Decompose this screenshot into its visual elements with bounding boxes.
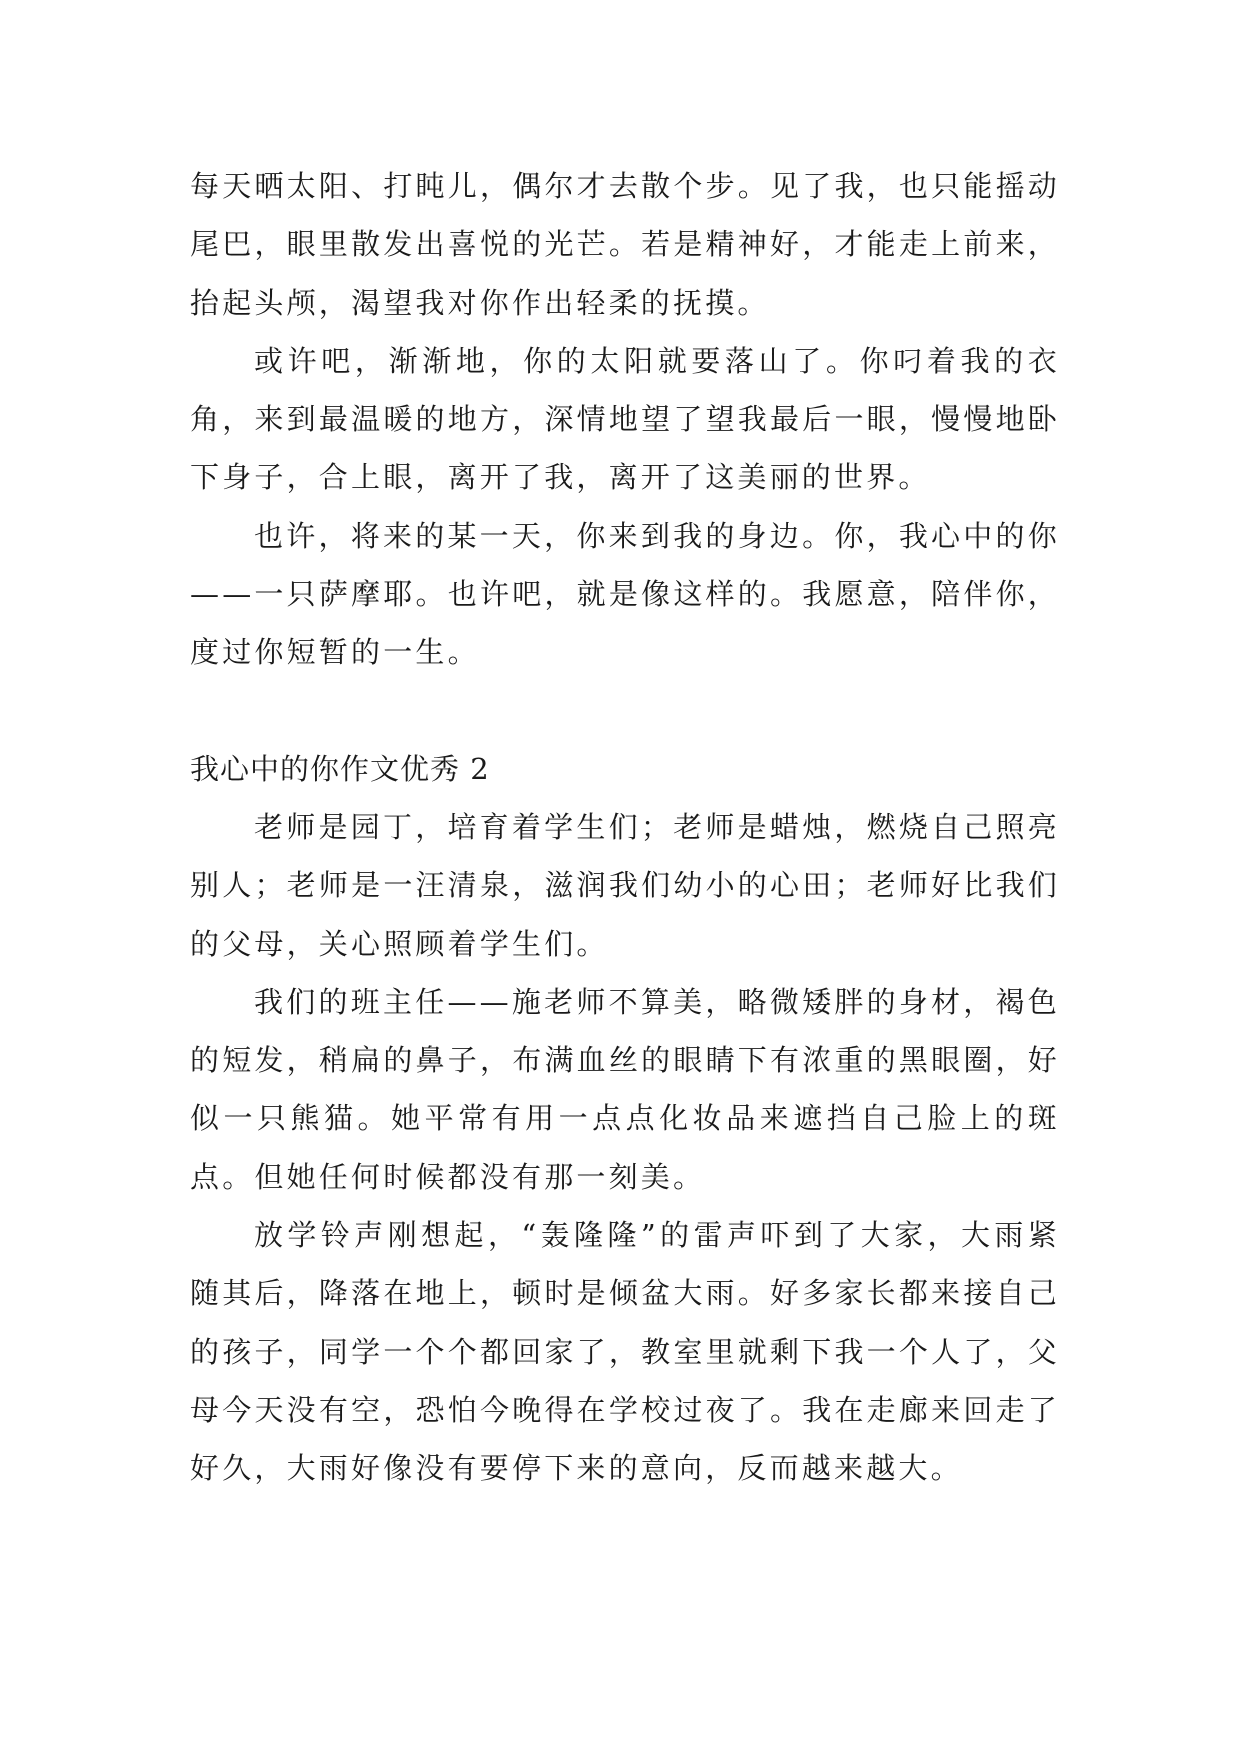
section-title: 我心中的你作文优秀 2	[190, 751, 490, 786]
paragraph: 放学铃声刚想起，“轰隆隆”的雷声吓到了大家，大雨紧随其后，降落在地上，顿时是倾盆大雨。好多家长都来接自己的孩子，同学一个个都回家了，教室里就剩下我一个人了，父母今天没有空，恐怕今晚得在学校过夜了。我在走廊来回走了好久，大雨好像没有要停下来的意向，反而越来越大。	[190, 1218, 1060, 1486]
document-body	[190, 157, 1060, 1498]
paragraph: 老师是园丁，培育着学生们；老师是蜡烛，燃烧自己照亮别人；老师是一汪清泉，滋润我们幼小的心田；老师好比我们的父母，关心照顾着学生们。	[190, 809, 1060, 961]
paragraph: 或许吧，渐渐地，你的太阳就要落山了。你叼着我的衣角，来到最温暖的地方，深情地望了望我最后一眼，慢慢地卧下身子，合上眼，离开了我，离开了这美丽的世界。	[190, 343, 1060, 495]
paragraph-continuation: 每天晒太阳、打盹儿，偶尔才去散个步。见了我，也只能摇动尾巴，眼里散发出喜悦的光芒。若是精神好，才能走上前来，抬起头颅，渴望我对你作出轻柔的抚摸。	[190, 169, 1060, 320]
section-spacer	[190, 682, 1060, 740]
paragraph: 我们的班主任——施老师不算美，略微矮胖的身材，褐色的短发，稍扁的鼻子，布满血丝的眼睛下有浓重的黑眼圈，好似一只熊猫。她平常有用一点点化妆品来遮挡自己脸上的斑点。但她任何时候都没有那一刻美。	[190, 984, 1060, 1194]
paragraph: 也许，将来的某一天，你来到我的身边。你，我心中的你——一只萨摩耶。也许吧，就是像这样的。我愿意，陪伴你，度过你短暂的一生。	[190, 518, 1060, 670]
